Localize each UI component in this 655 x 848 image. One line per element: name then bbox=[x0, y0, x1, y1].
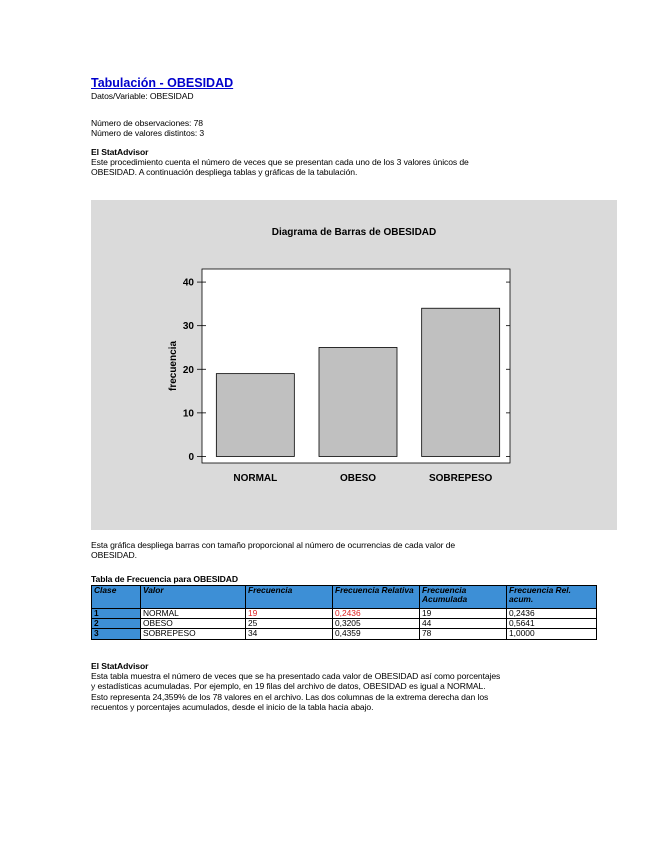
cell-frecuencia-relativa: 0,4359 bbox=[333, 629, 420, 639]
cell-frecuencia-acumulada: 78 bbox=[420, 629, 507, 639]
statadvisor-text-1-line-1: Este procedimiento cuenta el número de veces que se presentan cada uno de los 3 valores únicos de bbox=[91, 156, 469, 167]
page-title[interactable]: Tabulación - OBESIDAD bbox=[91, 76, 234, 90]
cell-frecuencia-rel-acum: 1,0000 bbox=[507, 629, 597, 639]
cell-frecuencia-acumulada: 44 bbox=[420, 619, 507, 629]
chart-title: Diagrama de Barras de OBESIDAD bbox=[271, 227, 437, 238]
y-tick-label: 30 bbox=[182, 321, 194, 333]
col-header-frecuencia: Frecuencia bbox=[246, 585, 333, 608]
distinct-values-count: Número de valores distintos: 3 bbox=[91, 128, 205, 139]
bar-chart-panel bbox=[91, 200, 617, 530]
y-tick-label: 0 bbox=[188, 451, 194, 463]
statadvisor-text-2-line-3: Esto representa 24,359% de los 78 valores en el archivo. Las dos columnas de la extrema derecha dan los bbox=[91, 691, 489, 702]
bar-sobrepeso bbox=[422, 308, 500, 456]
cell-clase: 3 bbox=[92, 629, 141, 639]
cell-frecuencia-relativa: 0,3205 bbox=[333, 619, 420, 629]
table-header-row bbox=[92, 585, 597, 608]
statadvisor-text-1-line-2: OBESIDAD. A continuación despliega tablas y gráficas de la tabulación. bbox=[91, 167, 358, 178]
cell-frecuencia-rel-acum: 0,2436 bbox=[507, 608, 597, 618]
cell-frecuencia: 34 bbox=[246, 629, 333, 639]
bar-chart bbox=[91, 200, 617, 530]
cell-valor: NORMAL bbox=[141, 608, 246, 618]
observations-count: Número de observaciones: 78 bbox=[91, 118, 203, 129]
x-tick-label: NORMAL bbox=[233, 473, 278, 484]
cell-valor: SOBREPESO bbox=[141, 629, 246, 639]
x-tick-label: SOBREPESO bbox=[428, 473, 493, 484]
y-tick-label: 10 bbox=[182, 408, 194, 420]
y-tick-label: 20 bbox=[182, 364, 194, 376]
col-header-frecuencia-relativa: Frecuencia Relativa bbox=[333, 585, 420, 608]
cell-frecuencia-relativa: 0,2436 bbox=[333, 608, 420, 618]
table-row bbox=[92, 608, 597, 618]
cell-frecuencia: 25 bbox=[246, 619, 333, 629]
table-row bbox=[92, 619, 597, 629]
cell-clase: 2 bbox=[92, 619, 141, 629]
table-caption: Tabla de Frecuencia para OBESIDAD bbox=[91, 574, 238, 585]
bar-obeso bbox=[319, 347, 397, 456]
cell-frecuencia: 19 bbox=[246, 608, 333, 618]
y-axis-label: frecuencia bbox=[168, 340, 179, 392]
col-header-frecuencia-acumulada: Frecuencia Acumulada bbox=[420, 585, 507, 608]
cell-frecuencia-acumulada: 19 bbox=[420, 608, 507, 618]
statadvisor-text-2-line-2: y estadísticas acumuladas. Por ejemplo, en 19 filas del archivo de datos, OBESIDAD es igual a NORMAL. bbox=[91, 681, 486, 692]
chart-caption bbox=[91, 540, 611, 640]
table-row bbox=[92, 629, 597, 639]
statadvisor-text-2-line-1: Esta tabla muestra el número de veces que se ha presentado cada valor de OBESIDAD así como porcentajes bbox=[91, 671, 501, 682]
statadvisor-text-2-line-4: recuentos y porcentajes acumulados, desde el inicio de la tabla hacia abajo. bbox=[91, 701, 374, 712]
y-tick-label: 40 bbox=[182, 277, 194, 289]
statadvisor-heading-2: El StatAdvisor bbox=[91, 661, 149, 671]
report-header bbox=[91, 76, 621, 177]
bar-normal bbox=[216, 374, 294, 457]
spacer bbox=[91, 101, 621, 111]
chart-caption-line-2: OBESIDAD. bbox=[91, 550, 137, 561]
cell-clase: 1 bbox=[92, 608, 141, 618]
col-header-valor: Valor bbox=[141, 585, 246, 608]
frequency-table bbox=[91, 585, 597, 640]
col-header-clase: Clase bbox=[92, 585, 141, 608]
data-variable-line: Datos/Variable: OBESIDAD bbox=[91, 91, 194, 101]
statadvisor-heading-1: El StatAdvisor bbox=[91, 146, 149, 157]
cell-frecuencia-rel-acum: 0,5641 bbox=[507, 619, 597, 629]
x-tick-label: OBESO bbox=[339, 473, 377, 484]
col-header-frecuencia-rel-acum: Frecuencia Rel. acum. bbox=[507, 585, 597, 608]
chart-caption-line-1: Esta gráfica despliega barras con tamaño proporcional al número de ocurrencias de cada valor de bbox=[91, 540, 456, 550]
cell-valor: OBESO bbox=[141, 619, 246, 629]
statadvisor-2 bbox=[91, 661, 611, 712]
